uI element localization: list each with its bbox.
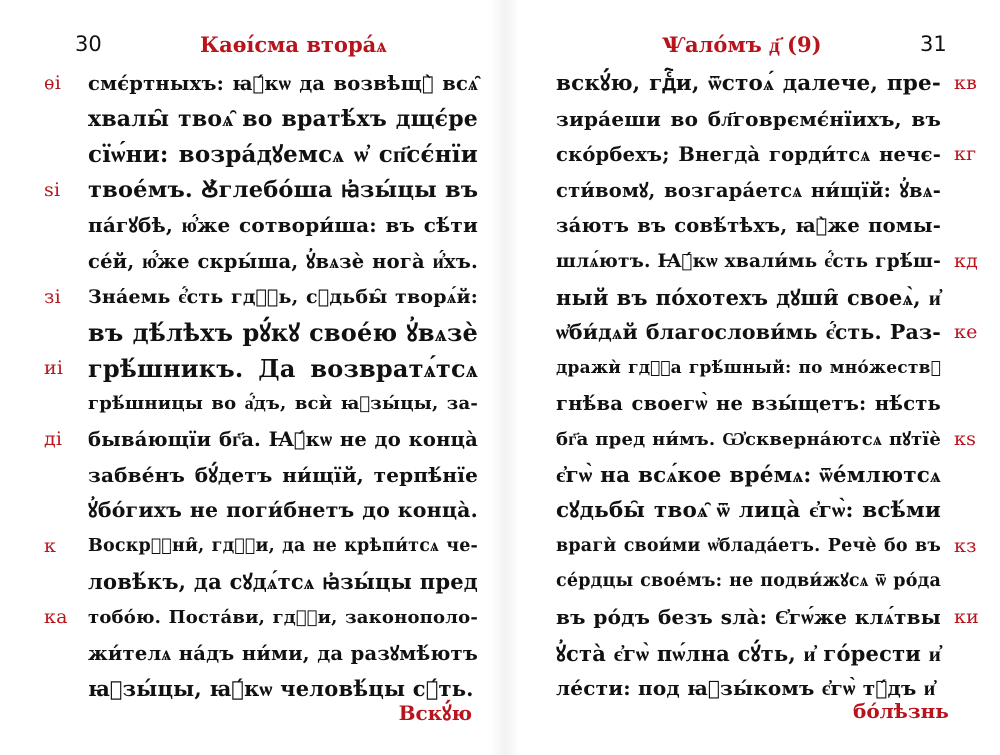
text-line (88, 137, 478, 173)
text-line (44, 280, 478, 316)
running-header: Каѳі́сма втора́ѧ (200, 32, 387, 57)
text-line (88, 564, 478, 600)
text-line (556, 315, 978, 351)
catchword: Вскꙋ́ю (398, 701, 472, 725)
line-text: грѣ́шникъ. Да возвратѧ́тсѧ (88, 353, 478, 383)
text-lines (556, 66, 979, 707)
line-text: є҆гѡ̀ на всѧ́кое вре́мѧ: ѿе́млютсѧ (556, 462, 941, 488)
verse-number: ки (954, 605, 979, 628)
text-line (88, 458, 478, 494)
line-text: хвалы̑ твоѧ̑ во вратѣ́хъ дщє́ре (88, 105, 478, 132)
line-text: сїѡ́ни: возра́дꙋемсѧ ѡ҆ сп҃сє́нїи (88, 141, 478, 169)
text-line (556, 280, 941, 316)
line-text: за́ютъ въ совѣ́тѣхъ, ꙗ҆̀же помы- (556, 214, 941, 238)
text-line (44, 66, 478, 102)
text-line (88, 102, 478, 138)
verse-number: кв (954, 72, 977, 94)
text-line (556, 137, 977, 173)
running-header: Ѱало́мъ д҃ (9) (662, 32, 822, 57)
text-line (556, 173, 941, 209)
text-line (44, 529, 478, 565)
text-line (556, 66, 977, 102)
line-text: въ дѣ́лѣхъ рꙋ́кꙋ свое́ю ꙋ҆вѧзѐ (88, 318, 478, 348)
line-text: се́й, ю҆́же скры́ша, ꙋ҆вѧзѐ нога̀ и҆́хъ. (88, 249, 478, 273)
line-text: врагѝ свои́ми ѡ҆блада́етъ. Речѐ бо въ (556, 535, 941, 556)
line-text: въ ро́дъ безъ ѕла̀: Є҆гѡ́же клѧ́твы (556, 604, 941, 629)
line-text: ꙋ҆бо́гихъ не поги́бнетъ до конца̀. (88, 498, 478, 523)
right-page (500, 0, 1000, 755)
text-line (88, 636, 478, 672)
line-text: твое́мъ. Ꙋ҆глебо́ша ꙗ҆зы́цы въ (88, 176, 479, 203)
text-line (88, 244, 478, 280)
line-text: вскꙋ́ю, гдⷭ҇и, ѿстоѧ́ далече, пре- (556, 71, 941, 96)
verse-number: кг (954, 143, 977, 166)
verse-number: ке (954, 321, 978, 344)
line-text: шлѧ́ютъ. Ꙗ҆́кѡ хвали́мь є҆́сть грѣ́ш- (556, 250, 941, 272)
line-text: Зна́емь є҆́сть гдⷭ҇ь, сꙋдьбы̑ творѧ́й: (88, 285, 478, 308)
text-line (44, 351, 478, 387)
text-line (556, 529, 977, 565)
verse-number: ѕі (44, 178, 61, 201)
text-line (556, 493, 941, 529)
line-text: се́рдцы свое́мъ: не подви́жꙋсѧ ѿ ро́да (556, 571, 941, 592)
line-text: дражѝ гдⷭ҇а грѣ́шный: по мно́жествꙋ (556, 357, 941, 378)
line-text: гнѣ́ва своегѡ̀ не взы́щетъ: нѣ́сть (556, 392, 941, 416)
text-line (556, 351, 941, 387)
text-line (44, 173, 479, 209)
line-text: ный въ по́хотехъ дꙋши̑ своеѧ̀, и҆ (556, 284, 941, 310)
verse-number: ка (44, 605, 68, 628)
text-line (88, 315, 478, 351)
line-text: ле́сти: под ꙗ҆зы́комъ є҆гѡ̀ тꙋ́дъ и҆ (556, 676, 936, 701)
verse-number: кд (954, 249, 978, 272)
text-line (88, 386, 478, 422)
line-text: ꙋ҆ста̀ є҆гѡ̀ пѡ́лна сꙋ́ть, и҆ го́рести и҆ (556, 640, 941, 666)
line-text: смє́ртныхъ: ꙗ҆́кѡ да возвѣщꙋ̀ всѧ̑ (88, 72, 478, 95)
line-text: тобо́ю. Поста́ви, гдⷭ҇и, законополо- (88, 606, 478, 628)
line-text: ѡ҆би́дѧй благослови́мь є҆́сть. Раз- (556, 320, 941, 345)
verse-number: кѕ (954, 427, 977, 450)
page-number: 30 (75, 32, 102, 56)
line-text: сꙋдьбы̑ твоѧ̑ ѿ лица̀ є҆гѡ̀: всѣ́ми (556, 498, 941, 524)
catchword: бо́лѣзнь (853, 699, 949, 723)
text-line (556, 458, 941, 494)
text-line (556, 422, 977, 458)
line-text: бг҃а пред ни́мъ. Ѡ҆скверна́ютсѧ пꙋтїѐ (556, 428, 941, 450)
line-text: Воскрⷭ҇ни̑, гдⷭ҇и, да не крѣпи́тсѧ че- (88, 535, 478, 556)
line-text: ꙗ҆зы́цы, ꙗ҆́кѡ человѣ́цы сꙋ́ть. (88, 676, 474, 702)
text-line (556, 244, 978, 280)
verse-number: кз (954, 534, 977, 557)
line-text: грѣ́шницы во а҆́дъ, всѝ ꙗ҆зы́цы, за- (88, 393, 478, 415)
verse-number: ѳі (44, 72, 61, 94)
verse-number: ді (44, 427, 63, 450)
text-line (44, 422, 478, 458)
text-line (556, 102, 941, 138)
line-text: быва́ющїи бг҃а. Ꙗ҆́кѡ не до конца̀ (88, 427, 478, 451)
text-line (556, 208, 941, 244)
text-line (556, 600, 979, 636)
line-text: па́гꙋбѣ, ю҆́же сотвори́ша: въ сѣ́ти (88, 213, 478, 238)
line-text: сти́вомꙋ, возгара́етсѧ ни́щїй: ꙋ҆вѧ- (556, 178, 941, 202)
text-line (44, 600, 478, 636)
text-line (88, 208, 478, 244)
text-line (556, 636, 941, 672)
text-lines (44, 66, 479, 707)
text-line (88, 493, 478, 529)
verse-number: иі (44, 356, 64, 379)
page-number: 31 (920, 32, 947, 56)
verse-number: к (44, 534, 57, 557)
line-text: забве́нъ бꙋ́детъ ни́щїй, терпѣ́нїе (88, 462, 478, 487)
line-text: ско́рбехъ; Внегда̀ горди́тсѧ нечє- (556, 143, 941, 167)
line-text: зира́еши во бл҃говрємє́нїихъ, въ (556, 106, 941, 131)
text-line (556, 386, 941, 422)
line-text: ловѣ́къ, да сꙋдѧ́тсѧ ꙗ҆зы́цы пред (88, 569, 478, 595)
text-line (556, 564, 941, 600)
line-text: жи́телѧ на́дъ ни́ми, да разꙋмѣ́ютъ (88, 641, 478, 665)
verse-number: зі (44, 285, 61, 308)
